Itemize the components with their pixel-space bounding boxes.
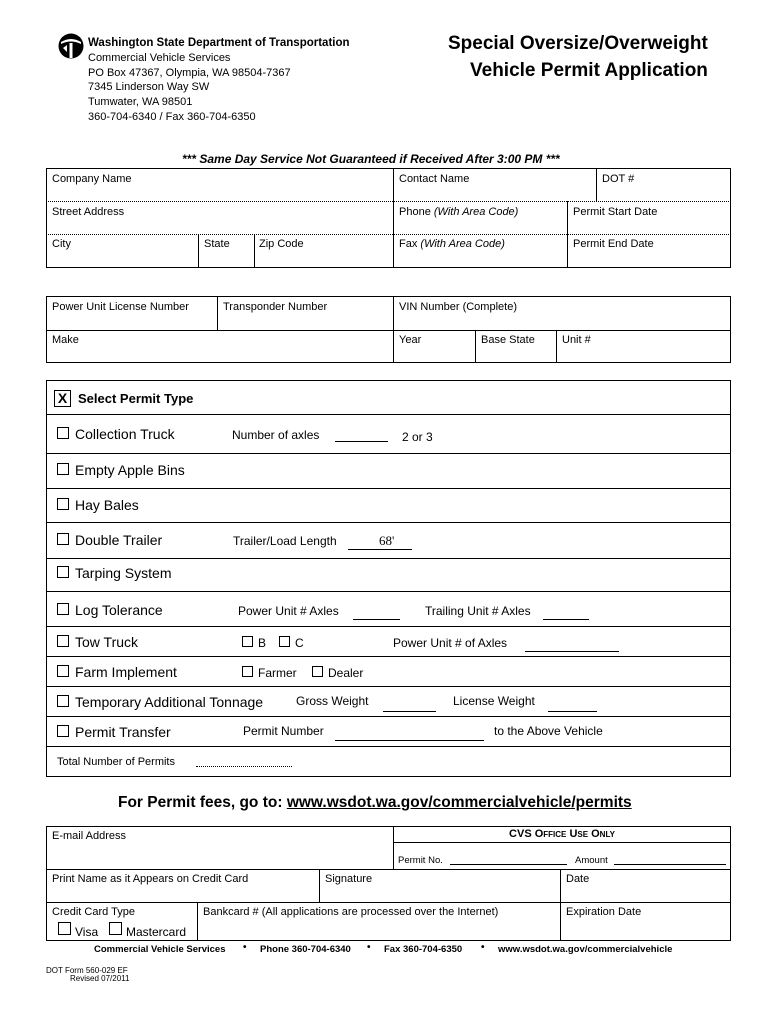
trailer-load-length-value: 68' <box>379 533 395 548</box>
mastercard-label: Mastercard <box>126 925 187 939</box>
transponder-number-field[interactable]: Transponder Number <box>223 301 328 313</box>
amount-input[interactable] <box>614 864 726 865</box>
gross-weight-input[interactable] <box>383 711 436 712</box>
mastercard-checkbox[interactable] <box>109 922 122 935</box>
tarping-system-checkbox[interactable] <box>57 566 69 578</box>
number-of-axles-value: 2 or 3 <box>402 430 433 444</box>
power-unit-axles-input[interactable] <box>353 619 400 620</box>
amount-label: Amount <box>575 855 608 866</box>
agency-name: Washington State Department of Transportation <box>88 37 350 49</box>
permit-number-label: Permit Number <box>243 724 324 738</box>
address-line-1: PO Box 47367, Olympia, WA 98504-7367 <box>88 67 291 79</box>
signature-field[interactable]: Signature <box>325 873 373 885</box>
tow-truck-c-label: C <box>295 636 304 650</box>
permit-transfer-checkbox[interactable] <box>57 725 69 737</box>
footer-cvs: Commercial Vehicle Services <box>94 944 226 955</box>
expiration-date-field[interactable]: Expiration Date <box>566 906 642 918</box>
gross-weight-label: Gross Weight <box>296 694 369 708</box>
footer-fax: Fax 360-704-6350 <box>384 944 463 955</box>
dealer-checkbox[interactable] <box>312 666 323 677</box>
double-trailer-label: Double Trailer <box>75 532 163 548</box>
phone-field[interactable] <box>399 206 518 218</box>
fax-label: Fax <box>399 238 421 250</box>
license-weight-label: License Weight <box>453 694 535 708</box>
phone-label: Phone <box>399 206 434 218</box>
phone-fax-line: 360-704-6340 / Fax 360-704-6350 <box>88 111 256 123</box>
permit-start-date-field[interactable]: Permit Start Date <box>573 206 658 218</box>
address-line-3: Tumwater, WA 98501 <box>88 96 193 108</box>
select-permit-title: Select Permit Type <box>78 391 194 406</box>
power-unit-axles-label: Power Unit # Axles <box>238 604 339 618</box>
credit-card-type-label: Credit Card Type <box>52 906 135 918</box>
address-line-2: 7345 Linderson Way SW <box>88 81 210 93</box>
number-of-axles-input[interactable] <box>335 441 388 442</box>
tow-truck-c-checkbox[interactable] <box>279 636 290 647</box>
farmer-label: Farmer <box>258 666 297 680</box>
to-above-vehicle-label: to the Above Vehicle <box>494 724 603 738</box>
permit-no-input[interactable] <box>450 864 567 865</box>
permit-fees-link[interactable]: www.wsdot.wa.gov/commercialvehicle/permits <box>286 794 632 811</box>
unit-number-field[interactable]: Unit # <box>562 334 591 346</box>
total-permits-label: Total Number of Permits <box>57 756 175 768</box>
collection-truck-label: Collection Truck <box>75 426 175 442</box>
wsdot-logo-icon <box>57 32 85 60</box>
double-trailer-checkbox[interactable] <box>57 533 69 545</box>
number-of-axles-label: Number of axles <box>232 428 320 442</box>
trailer-load-length-label: Trailer/Load Length <box>233 534 337 548</box>
trailer-load-length-input[interactable] <box>348 549 412 550</box>
power-unit-of-axles-label: Power Unit # of Axles <box>393 636 508 650</box>
print-name-field[interactable]: Print Name as it Appears on Credit Card <box>52 873 249 885</box>
date-field[interactable]: Date <box>566 873 590 885</box>
tarping-system-label: Tarping System <box>75 565 172 581</box>
tow-truck-label: Tow Truck <box>75 634 139 650</box>
select-permit-checkbox[interactable]: X <box>54 390 71 407</box>
license-weight-input[interactable] <box>548 711 597 712</box>
cvs-office-use-header: CVS Office Use Only <box>394 827 730 843</box>
base-state-field[interactable]: Base State <box>481 334 535 346</box>
dealer-label: Dealer <box>328 666 364 680</box>
temporary-tonnage-label: Temporary Additional Tonnage <box>75 694 264 710</box>
division-name: Commercial Vehicle Services <box>88 52 231 64</box>
form-revised: Revised 07/2011 <box>70 974 130 983</box>
empty-apple-bins-checkbox[interactable] <box>57 463 69 475</box>
bankcard-number-field[interactable]: Bankcard # (All applications are processed over the Internet) <box>203 906 499 918</box>
form-title-line-1: Special Oversize/Overweight <box>448 33 708 54</box>
email-address-field[interactable]: E-mail Address <box>52 830 126 842</box>
dot-number-field[interactable]: DOT # <box>602 173 635 185</box>
footer-website: www.wsdot.wa.gov/commercialvehicle <box>498 944 673 955</box>
visa-checkbox[interactable] <box>58 922 71 935</box>
collection-truck-checkbox[interactable] <box>57 427 69 439</box>
hay-bales-checkbox[interactable] <box>57 498 69 510</box>
permit-number-input[interactable] <box>335 740 484 741</box>
footer-bullet-1: • <box>243 942 247 953</box>
city-field[interactable]: City <box>52 238 71 250</box>
trailing-unit-axles-input[interactable] <box>543 619 589 620</box>
power-unit-of-axles-input[interactable] <box>525 651 619 652</box>
log-tolerance-label: Log Tolerance <box>75 602 163 618</box>
tow-truck-b-checkbox[interactable] <box>242 636 253 647</box>
permit-no-label: Permit No. <box>398 855 443 866</box>
farmer-checkbox[interactable] <box>242 666 253 677</box>
form-title-line-2: Vehicle Permit Application <box>470 60 708 81</box>
hay-bales-label: Hay Bales <box>75 497 139 513</box>
visa-label: Visa <box>75 925 99 939</box>
permit-fees-line <box>118 794 632 812</box>
make-field[interactable]: Make <box>52 334 79 346</box>
footer-phone: Phone 360-704-6340 <box>260 944 351 955</box>
vin-number-field[interactable]: VIN Number (Complete) <box>399 301 517 313</box>
year-field[interactable]: Year <box>399 334 422 346</box>
state-field[interactable]: State <box>204 238 230 250</box>
permit-fees-label: For Permit fees, go to: <box>118 794 287 811</box>
farm-implement-checkbox[interactable] <box>57 665 69 677</box>
form-number: DOT Form 560-029 EF <box>46 966 128 975</box>
power-unit-license-field[interactable]: Power Unit License Number <box>52 301 189 313</box>
phone-note: (With Area Code) <box>433 206 519 218</box>
footer-bullet-3: • <box>481 942 485 953</box>
contact-name-field[interactable]: Contact Name <box>399 173 470 185</box>
tow-truck-checkbox[interactable] <box>57 635 69 647</box>
fax-field[interactable] <box>399 238 505 250</box>
trailing-unit-axles-label: Trailing Unit # Axles <box>425 604 531 618</box>
company-name-field[interactable]: Company Name <box>52 173 132 185</box>
zip-code-field[interactable]: Zip Code <box>259 238 304 250</box>
log-tolerance-checkbox[interactable] <box>57 603 69 615</box>
footer-bullet-2: • <box>367 942 371 953</box>
street-address-field[interactable]: Street Address <box>52 206 125 218</box>
tow-truck-b-label: B <box>258 636 267 650</box>
temporary-tonnage-checkbox[interactable] <box>57 695 69 707</box>
permit-transfer-label: Permit Transfer <box>75 724 171 740</box>
fax-note: (With Area Code) <box>420 238 505 250</box>
empty-apple-bins-label: Empty Apple Bins <box>75 462 185 478</box>
same-day-notice: *** Same Day Service Not Guaranteed if Received After 3:00 PM *** <box>182 152 560 166</box>
farm-implement-label: Farm Implement <box>75 664 177 680</box>
total-permits-input[interactable] <box>196 766 292 767</box>
permit-end-date-field[interactable]: Permit End Date <box>573 238 654 250</box>
